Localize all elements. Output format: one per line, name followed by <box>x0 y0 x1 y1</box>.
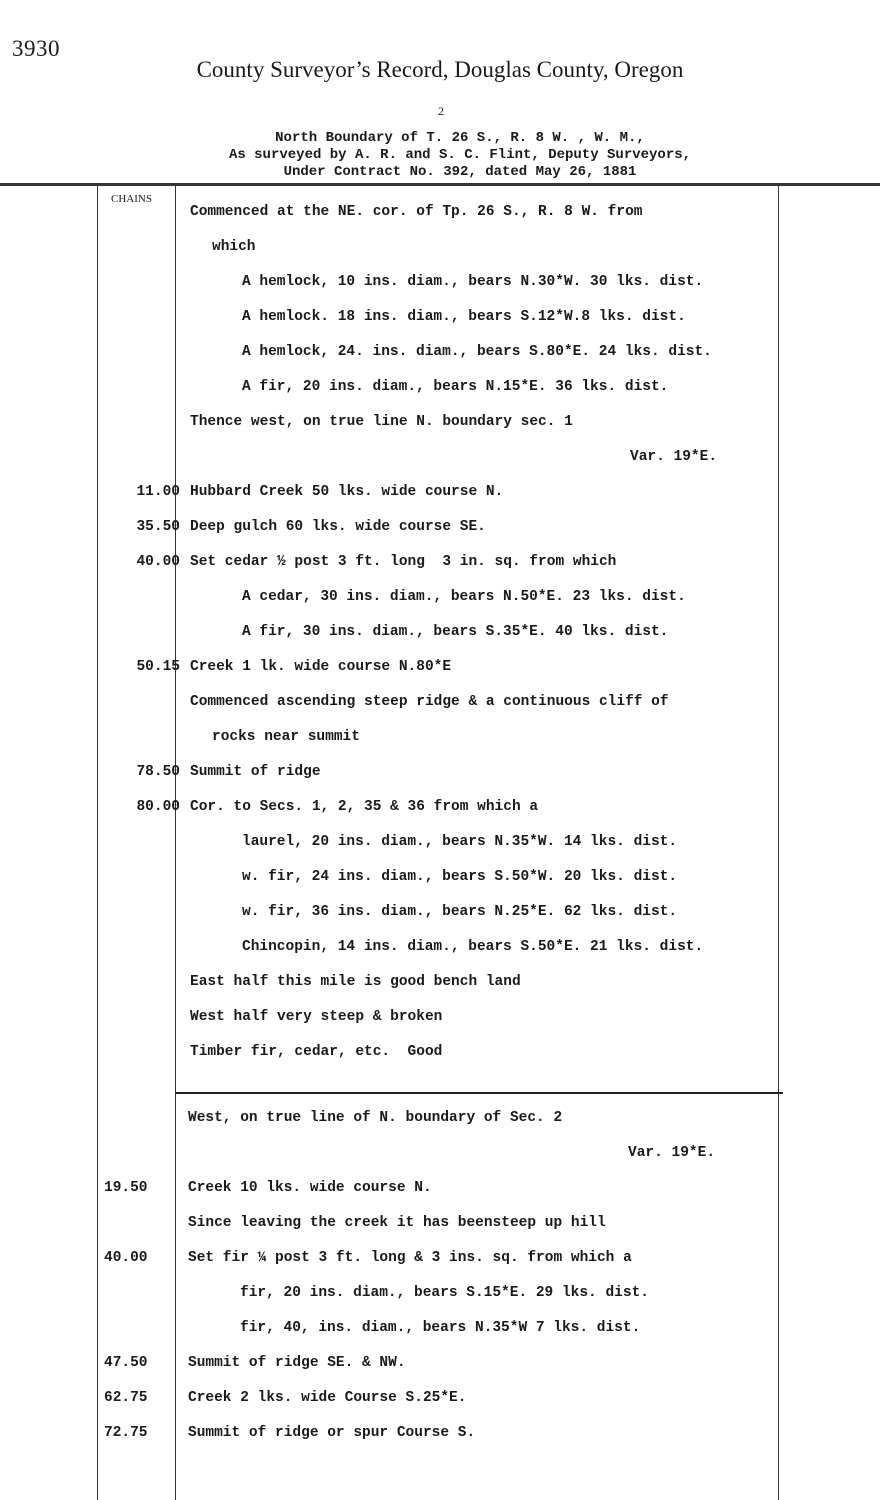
record-line: fir, 40, ins. diam., bears N.35*W 7 lks. dist. <box>240 1320 641 1336</box>
chains-column-header: CHAINS <box>111 193 152 205</box>
record-line: Summit of ridge <box>190 764 321 780</box>
record-line: Set fir ¼ post 3 ft. long & 3 ins. sq. from which a <box>188 1250 632 1266</box>
record-line: West, on true line of N. boundary of Sec. 2 <box>188 1110 563 1126</box>
record-line: A fir, 30 ins. diam., bears S.35*E. 40 lks. dist. <box>242 624 669 640</box>
chain-distance: 40.00 <box>104 1250 148 1266</box>
record-line: fir, 20 ins. diam., bears S.15*E. 29 lks. dist. <box>240 1285 649 1301</box>
right-rule <box>778 186 779 1500</box>
chain-distance: 80.00 <box>136 799 180 815</box>
record-line: East half this mile is good bench land <box>190 974 521 990</box>
chain-distance: 11.00 <box>136 484 180 500</box>
heading-line: As surveyed by A. R. and S. C. Flint, Deputy Surveyors, <box>228 147 692 163</box>
record-line: Var. 19*E. <box>630 449 718 465</box>
record-line: Cor. to Secs. 1, 2, 35 & 36 from which a <box>190 799 539 815</box>
record-line: Since leaving the creek it has beensteep up hill <box>188 1215 606 1231</box>
margin-rule <box>97 186 98 1500</box>
heading-line: Under Contract No. 392, dated May 26, 1881 <box>283 164 637 180</box>
top-rule <box>0 183 880 186</box>
record-line: A hemlock, 24. ins. diam., bears S.80*E. 24 lks. dist. <box>242 344 712 360</box>
record-line: Deep gulch 60 lks. wide course SE. <box>190 519 486 535</box>
record-line: Commenced ascending steep ridge & a continuous cliff of <box>190 694 669 710</box>
section-separator <box>175 1092 783 1094</box>
record-line: Summit of ridge SE. & NW. <box>188 1355 406 1371</box>
record-line: Commenced at the NE. cor. of Tp. 26 S., R. 8 W. from <box>190 204 643 220</box>
record-line: Summit of ridge or spur Course S. <box>188 1425 476 1441</box>
chain-distance: 50.15 <box>136 659 180 675</box>
chain-distance: 40.00 <box>136 554 180 570</box>
page-title: County Surveyor’s Record, Douglas County, Oregon <box>196 57 684 82</box>
record-line: w. fir, 24 ins. diam., bears S.50*W. 20 lks. dist. <box>242 869 678 885</box>
record-line: A hemlock. 18 ins. diam., bears S.12*W.8 lks. dist. <box>242 309 686 325</box>
heading-line: North Boundary of T. 26 S., R. 8 W. , W. M., <box>275 130 645 146</box>
record-line: w. fir, 36 ins. diam., bears N.25*E. 62 lks. dist. <box>242 904 678 920</box>
page-mark: 2 <box>438 104 444 118</box>
record-line: Timber fir, cedar, etc. Good <box>190 1044 443 1060</box>
record-line: A fir, 20 ins. diam., bears N.15*E. 36 lks. dist. <box>242 379 669 395</box>
record-line: laurel, 20 ins. diam., bears N.35*W. 14 lks. dist. <box>242 834 678 850</box>
record-line: Var. 19*E. <box>628 1145 716 1161</box>
record-line: Set cedar ½ post 3 ft. long 3 in. sq. from which <box>190 554 617 570</box>
record-line: Chincopin, 14 ins. diam., bears S.50*E. 21 lks. dist. <box>242 939 704 955</box>
record-line: Hubbard Creek 50 lks. wide course N. <box>190 484 504 500</box>
record-line: A cedar, 30 ins. diam., bears N.50*E. 23 lks. dist. <box>242 589 686 605</box>
survey-heading <box>0 130 880 181</box>
record-line: rocks near summit <box>212 729 360 745</box>
record-line: Thence west, on true line N. boundary sec. 1 <box>190 414 573 430</box>
record-line: Creek 1 lk. wide course N.80*E <box>190 659 452 675</box>
record-line: Creek 2 lks. wide Course S.25*E. <box>188 1390 467 1406</box>
chain-distance: 72.75 <box>104 1425 148 1441</box>
chain-distance: 78.50 <box>136 764 180 780</box>
record-line: which <box>212 239 256 255</box>
record-line: West half very steep & broken <box>190 1009 443 1025</box>
record-line: A hemlock, 10 ins. diam., bears N.30*W. 30 lks. dist. <box>242 274 704 290</box>
chain-distance: 47.50 <box>104 1355 148 1371</box>
record-line: Creek 10 lks. wide course N. <box>188 1180 432 1196</box>
chain-distance: 35.50 <box>136 519 180 535</box>
chain-distance: 19.50 <box>104 1180 148 1196</box>
page-number: 3930 <box>12 36 60 61</box>
chain-distance: 62.75 <box>104 1390 148 1406</box>
chains-column-rule <box>175 186 176 1500</box>
